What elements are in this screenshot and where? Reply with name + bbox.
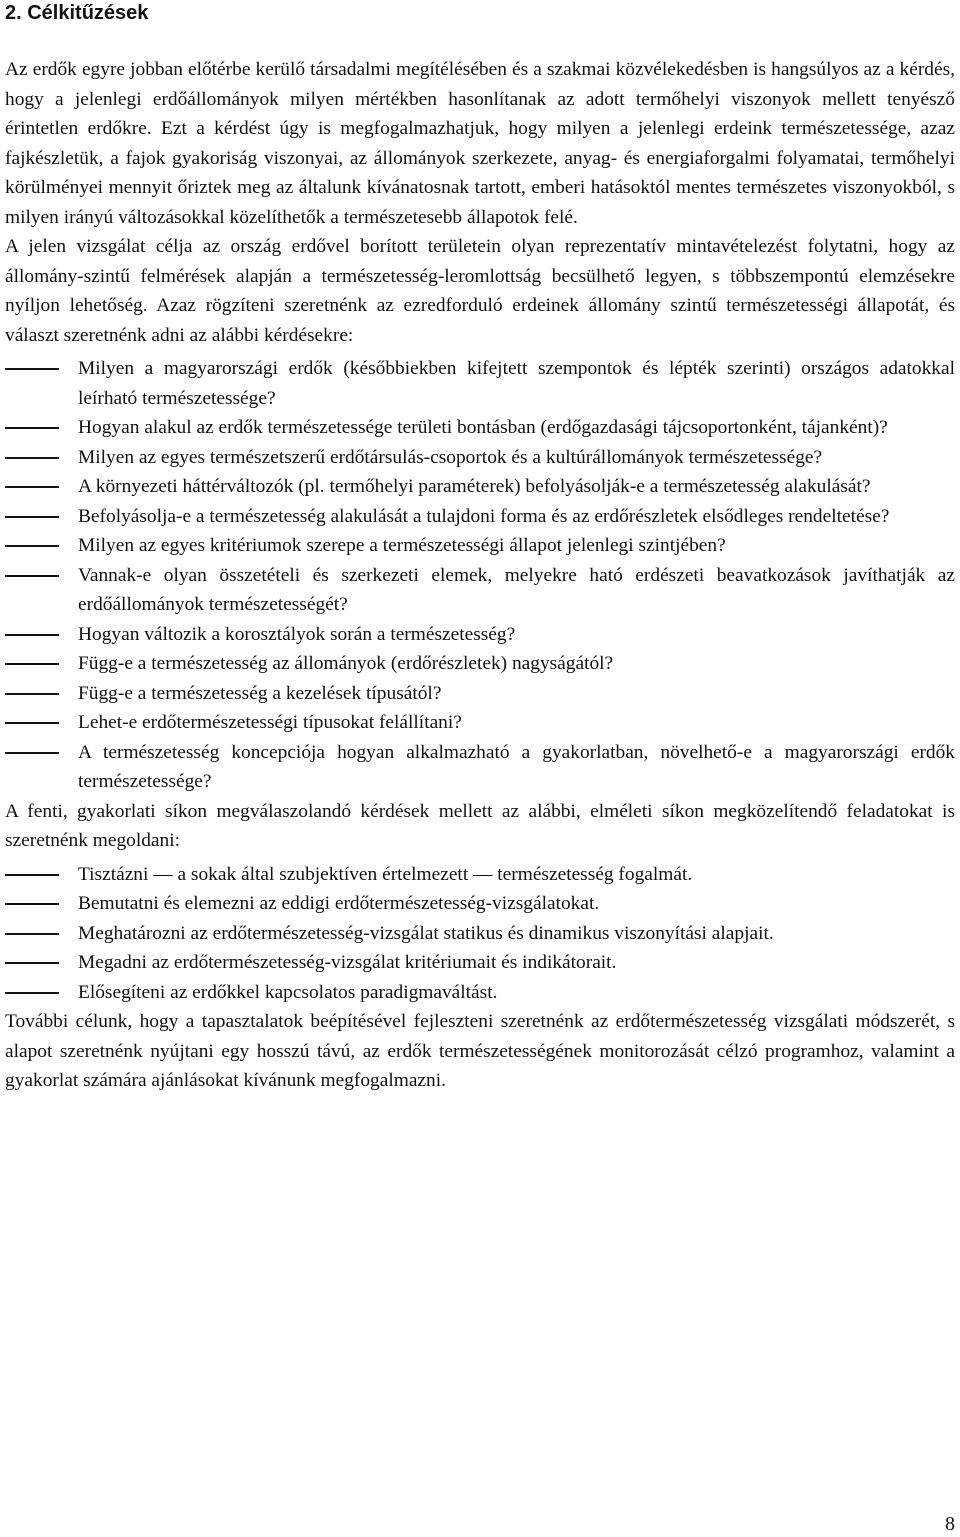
dash-bullet-icon bbox=[5, 516, 59, 518]
question-text: Lehet-e erdőtermészetességi típusokat felállítani? bbox=[78, 712, 462, 733]
task-item bbox=[5, 860, 955, 890]
task-text: Meghatározni az erdőtermészetesség-vizsgálat statikus és dinamikus viszonyítási alapjait. bbox=[78, 922, 774, 944]
dash-bullet-icon bbox=[5, 962, 59, 964]
question-text: Függ-e a természetesség az állományok (erdőrészletek) nagyságától? bbox=[78, 653, 614, 674]
dash-bullet-icon bbox=[5, 486, 59, 488]
dash-bullet-icon bbox=[5, 663, 59, 665]
dash-bullet-icon bbox=[5, 634, 59, 636]
task-text: Elősegíteni az erdőkkel kapcsolatos paradigmaváltást. bbox=[78, 981, 498, 1003]
dash-bullet-icon bbox=[5, 903, 59, 905]
question-item bbox=[5, 620, 955, 650]
intro-paragraph-1: Az erdők egyre jobban előtérbe kerülő társadalmi megítélésében és a szakmai közvélekedésben is hangsúlyos az a kérdés, hogy a jelenlegi erdőállományok milyen mértékben hasonlítanak az adott termőhelyi viszonyok mellett tenyésző érintetlen erdőkre. Ezt a kérdést úgy is megfogalmazhatjuk, hogy milyen a jelenlegi erdeink természetessége, azaz fajkészletük, a fajok gyakoriság viszonyai, az állományok szerkezete, anyag- és energiaforgalmi folyamatai, termőhelyi körülményei mennyit őriztek meg az általunk kívánatosnak tartott, emberi hatásoktól mentes természetes viszonyokból, s milyen irányú változásokkal közelíthetők a természetesebb állapotok felé. bbox=[5, 59, 955, 228]
question-item bbox=[5, 472, 955, 502]
question-item bbox=[5, 708, 955, 738]
question-text: Milyen az egyes természetszerű erdőtársulás-csoportok és a kultúrállományok természetessége? bbox=[78, 446, 823, 468]
tasks-list bbox=[5, 860, 955, 1008]
task-item bbox=[5, 948, 955, 978]
task-item bbox=[5, 978, 955, 1008]
question-text: Milyen a magyarországi erdők (későbbiekben kifejtett szempontok és lépték szerinti) országos adatokkal leírható természetessége? bbox=[78, 358, 955, 409]
question-text: Milyen az egyes kritériumok szerepe a természetességi állapot jelenlegi szintjében? bbox=[78, 535, 726, 556]
dash-bullet-icon bbox=[5, 933, 59, 935]
task-text: Tisztázni — a sokak által szubjektíven értelmezett — természetesség fogalmát. bbox=[78, 863, 693, 885]
question-item bbox=[5, 679, 955, 709]
intro-paragraph-2: A jelen vizsgálat célja az ország erdővel borított területein olyan reprezentatív mintavételezést folytatni, hogy az állomány-szintű felmérések alapján a természetesség-leromlottság becsülhető legyen, s többszempontú elemzésekre nyíljon lehetőség. Azaz rögzíteni szeretnénk az ezredforduló erdeinek állomány szintű természetességi állapotát, és választ szeretnénk adni az alábbi kérdésekre: bbox=[5, 236, 955, 346]
question-text: Hogyan változik a korosztályok során a természetesség? bbox=[78, 623, 516, 645]
dash-bullet-icon bbox=[5, 457, 59, 459]
dash-bullet-icon bbox=[5, 575, 59, 577]
question-item bbox=[5, 561, 955, 620]
page-number: 8 bbox=[945, 1513, 955, 1535]
question-item bbox=[5, 413, 955, 443]
theory-intro-paragraph: A fenti, gyakorlati síkon megválaszolandó kérdések mellett az alábbi, elméleti síkon megközelítendő feladatokat is szeretnénk megoldani: bbox=[5, 800, 955, 851]
dash-bullet-icon bbox=[5, 693, 59, 695]
question-item bbox=[5, 738, 955, 797]
dash-bullet-icon bbox=[5, 874, 59, 876]
question-text: A környezeti háttérváltozók (pl. termőhelyi paraméterek) befolyásolják-e a természetesség alakulását? bbox=[78, 476, 871, 497]
dash-bullet-icon bbox=[5, 545, 59, 547]
dash-bullet-icon bbox=[5, 368, 59, 370]
questions-list bbox=[5, 354, 955, 797]
task-item bbox=[5, 889, 955, 919]
task-item bbox=[5, 919, 955, 949]
document-page bbox=[5, 0, 955, 1096]
dash-bullet-icon bbox=[5, 992, 59, 994]
question-text: A természetesség koncepciója hogyan alkalmazható a gyakorlatban, növelhető-e a magyarországi erdők természetessége? bbox=[78, 741, 955, 792]
question-item bbox=[5, 531, 955, 561]
question-item bbox=[5, 502, 955, 532]
question-text: Függ-e a természetesség a kezelések típusától? bbox=[78, 682, 442, 704]
question-item bbox=[5, 443, 955, 473]
question-text: Vannak-e olyan összetételi és szerkezeti elemek, melyekre ható erdészeti beavatkozások javíthatják az erdőállományok természetességét? bbox=[78, 564, 955, 615]
closing-paragraph: További célunk, hogy a tapasztalatok beépítésével fejleszteni szeretnénk az erdőtermészetesség vizsgálati módszerét, s alapot szeretnénk nyújtani egy hosszú távú, az erdők természetességének monitorozását célzó programhoz, valamint a gyakorlat számára ajánlásokat kívánunk megfogalmazni. bbox=[5, 1011, 955, 1091]
task-text: Megadni az erdőtermészetesség-vizsgálat kritériumait és indikátorait. bbox=[78, 952, 617, 973]
question-item bbox=[5, 649, 955, 679]
question-text: Hogyan alakul az erdők természetessége területi bontásban (erdőgazdasági tájcsoportonként, tájanként)? bbox=[78, 417, 888, 438]
dash-bullet-icon bbox=[5, 427, 59, 429]
question-item bbox=[5, 354, 955, 413]
dash-bullet-icon bbox=[5, 722, 59, 724]
task-text: Bemutatni és elemezni az eddigi erdőtermészetesség-vizsgálatokat. bbox=[78, 893, 600, 914]
question-text: Befolyásolja-e a természetesség alakulását a tulajdoni forma és az erdőrészletek elsődleges rendeltetése? bbox=[78, 505, 890, 527]
section-heading: 2. Célkitűzések bbox=[5, 2, 149, 24]
dash-bullet-icon bbox=[5, 752, 59, 754]
